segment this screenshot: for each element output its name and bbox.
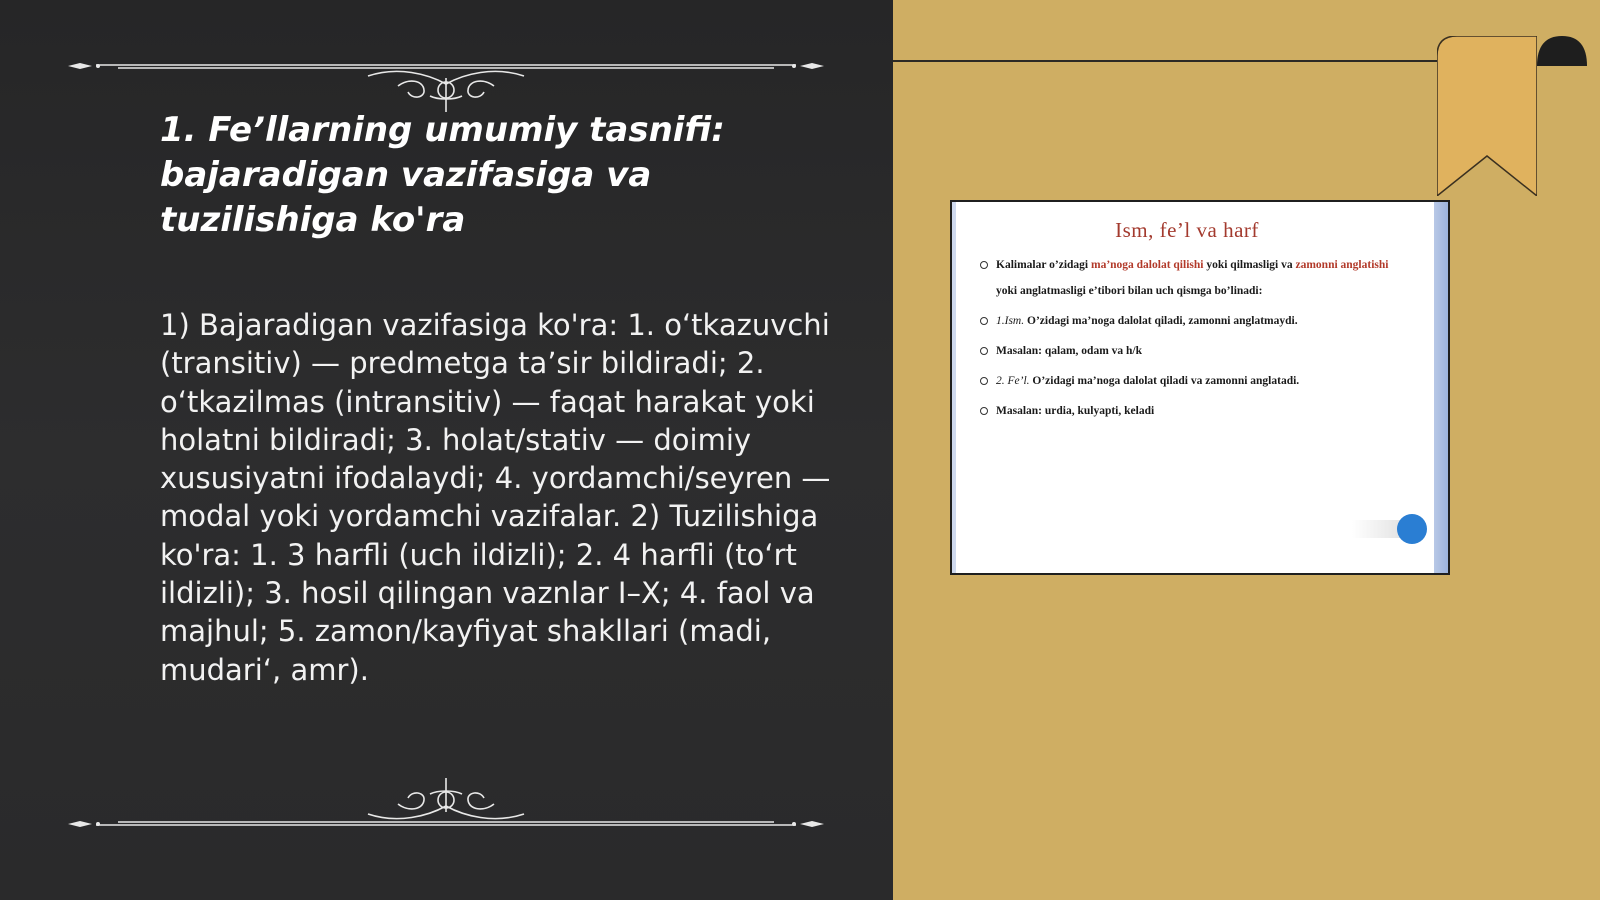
item-label: 1.Ism. xyxy=(996,315,1025,327)
ornament-bottom-icon xyxy=(68,772,824,832)
bullet-icon xyxy=(980,377,988,385)
slide-accent-left xyxy=(952,202,956,573)
bookmark-ribbon-icon xyxy=(1437,36,1537,196)
item-text: Masalan: qalam, odam va h/k xyxy=(996,345,1143,357)
bookmark-fold-icon xyxy=(1537,36,1587,66)
divider-line xyxy=(893,60,1453,62)
list-item xyxy=(980,338,1400,364)
embedded-slide-title: Ism, fe’l va harf xyxy=(1115,218,1259,242)
item-highlight: ma’noga dalolat qilishi xyxy=(1090,259,1204,271)
slide-accent-right xyxy=(1434,202,1448,573)
bullet-icon xyxy=(980,407,988,415)
pointer-trail xyxy=(1352,520,1402,538)
item-text: O’zidagi ma’noga dalolat qiladi va zamonni anglatadi. xyxy=(1029,375,1300,387)
list-item xyxy=(980,308,1400,334)
item-text: O’zidagi ma’noga dalolat qiladi, zamonni anglatmaydi. xyxy=(1024,315,1298,327)
item-text: Masalan: urdia, kulyapti, keladi xyxy=(996,405,1155,417)
list-item xyxy=(980,398,1400,424)
bullet-icon xyxy=(980,317,988,325)
embedded-slide-list xyxy=(980,252,1400,428)
slide-title: 1. Fe’llarning umumiy tasnifi: bajaradigan vazifasiga va tuzilishiga ko'ra xyxy=(160,110,725,240)
item-text: Kalimalar o’zidagi xyxy=(996,259,1091,271)
list-item xyxy=(980,368,1400,394)
list-item xyxy=(980,252,1400,304)
slide-body-text: 1) Bajaradigan vazifasiga ko'ra: 1. o‘tkazuvchi (transitiv) — predmetga ta’sir bildiradi; 2. o‘tkazilmas (intransitiv) — faqat harakat yoki holatni bildiradi; 3. holat/stativ — doimiy xususiyatni ifodalaydi; 4. yordamchi/seyren — modal yoki yordamchi vazifalar. 2) Tuzilishiga ko'ra: 1. 3 harfli (uch ildizli); 2. 4 harfli (to‘rt ildizli); 3. hosil qilingan vaznlar I–X; 4. faol va majhul; 5. zamon/kayfiyat shakllari (madi, mudari‘, amr). xyxy=(160,308,831,687)
item-label: 2. Fe’l. xyxy=(996,375,1030,387)
bullet-icon xyxy=(980,347,988,355)
bullet-icon xyxy=(980,261,988,269)
item-highlight: zamonni anglatishi xyxy=(1295,259,1389,271)
item-text: yoki qilmasligi va xyxy=(1203,259,1296,271)
embedded-slide-image xyxy=(950,200,1450,575)
laser-pointer-icon xyxy=(1397,514,1427,544)
ornament-top-icon xyxy=(68,56,824,116)
item-text: yoki anglatmasligi e’tibori bilan uch qismga bo’linadi: xyxy=(996,285,1263,297)
